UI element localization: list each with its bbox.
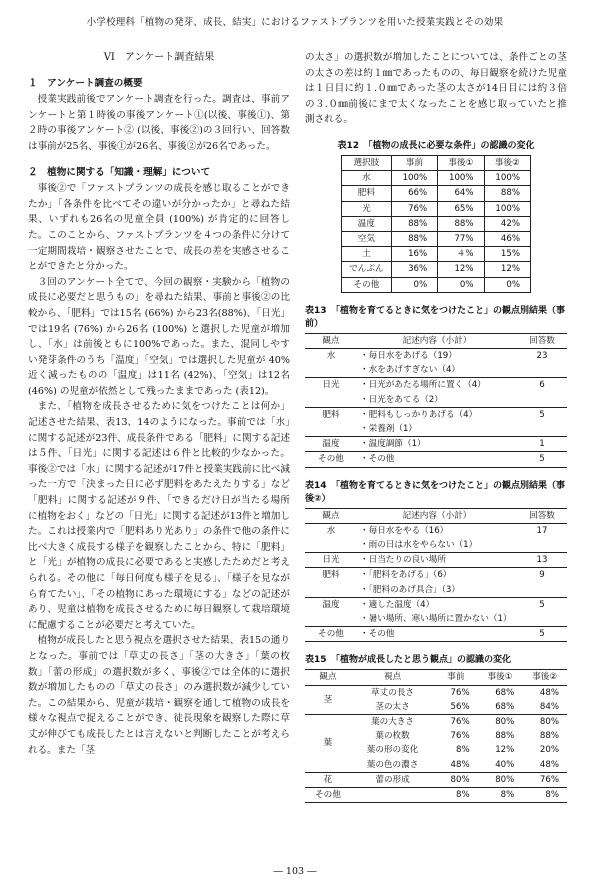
table-cell: 1 <box>517 437 567 452</box>
table-cell: 100% <box>391 171 437 186</box>
table-header: 観点 <box>305 670 351 685</box>
subheading-knowledge: ２ 植物に関する「知識・理解」について <box>28 166 211 178</box>
table-cell: 温度 <box>305 437 357 452</box>
table-cell: 5 <box>517 627 567 642</box>
table-cell: 0% <box>438 277 484 292</box>
table-cell: 46% <box>484 231 530 246</box>
table-header: 事前 <box>391 155 437 170</box>
table-cell: 水 <box>326 351 336 361</box>
table-row <box>305 452 567 467</box>
table-cell: 80% <box>478 772 523 787</box>
paragraph: 植物が成長したと思う視点を選択させた結果、表15の通りとなった。事前では「草丈の長さ」「茎の大きさ」「葉の枚数」「蕾の形成」の選択数が多く、事後②では全体的に選択数が増加したものの「草丈の長さ」のみ選択数が減少していた。この結果から、児童が栽培・観察を通して植物の成長を様々な視点で捉えることができ、徒長現象を観察した際に草丈が伸びても成長したとは言えないと判断したことが考えられる。また「茎 <box>28 635 290 756</box>
table-cell: ・「肥料をあげる」（6） <box>357 568 517 583</box>
table-cell: その他 <box>305 452 357 467</box>
table-cell: 葉 <box>305 715 351 773</box>
table-cell: 葉の形の変化 <box>366 745 419 756</box>
table-row <box>305 597 567 612</box>
table-cell: 12% <box>438 262 484 277</box>
table-cell: ・肥料もしっかりあげる（4） <box>357 407 517 422</box>
table-row <box>305 685 567 700</box>
right-column <box>305 50 567 803</box>
table-cell: 68% <box>495 701 515 712</box>
table-cell: ・雨の日は水をやらない（1） <box>360 540 478 551</box>
table-cell: 16% <box>391 247 437 262</box>
table-cell: 葉の色の濃さ <box>366 759 419 770</box>
table-row <box>305 627 567 642</box>
table-cell: 5 <box>517 407 567 436</box>
table-cell: 84% <box>539 701 559 712</box>
table-cell: 23 <box>536 351 548 361</box>
table-cell: 48% <box>539 759 559 770</box>
table-cell: ・その他 <box>357 627 517 642</box>
table-header: 事後① <box>438 155 484 170</box>
running-header: 小学校理科「植物の発芽、成長、結実」におけるファストプランツを用いた授業実践とその効果 <box>86 17 504 28</box>
table-cell: 葉の大きさ <box>351 715 434 730</box>
table-cell: 0% <box>391 277 437 292</box>
table-cell: 12% <box>495 745 515 756</box>
table-cell: でんぷん <box>342 262 392 277</box>
table-row <box>342 231 531 246</box>
table-row <box>342 216 531 231</box>
table-row <box>342 247 531 262</box>
table-cell: 9 <box>517 568 567 597</box>
paragraph: 事後②で「ファストプランツの成長を感じ取ることができたか」「各条件を比べてその違いが分かったか」と尋ねた結果、いずれも26名の児童全員 (100%) が肯定的に回答した。このことから、ファストプランツを４つの条件に分けて一定期間栽培・観察させたことで、成長の差を実感させることができたと分かった。 <box>28 183 290 273</box>
table-row <box>305 523 567 538</box>
table-header: 観点 <box>305 333 357 348</box>
table-cell: 日光 <box>305 553 357 568</box>
table13 <box>305 333 567 468</box>
table-cell: 88% <box>484 186 530 201</box>
table-cell: 水 <box>326 525 336 536</box>
table-cell: 77% <box>438 231 484 246</box>
table-header: 事前 <box>434 670 478 685</box>
table-cell: 56% <box>450 701 470 712</box>
table13-caption: 表13 「植物を育てるときに気をつけたこと」の観点別結果（事前） <box>305 305 566 329</box>
table-cell: ・水をあげすぎない（4） <box>360 365 460 376</box>
table-cell: ・栄養剤（1） <box>360 424 418 435</box>
section-title: VI アンケート調査結果 <box>103 52 215 63</box>
table-cell: 13 <box>517 553 567 568</box>
table-cell: 88% <box>438 216 484 231</box>
table-header: 事後② <box>522 670 567 685</box>
table-cell: 88% <box>391 231 437 246</box>
table-cell: 48% <box>539 687 559 698</box>
table-cell: ・その他 <box>357 452 517 467</box>
table-cell: ・適した温度（4） <box>357 597 517 612</box>
table-row <box>342 201 531 216</box>
table-cell: 温度 <box>305 597 357 626</box>
table-cell: ・毎日水をあげる（19） <box>360 351 457 361</box>
table-cell: 68% <box>495 687 515 698</box>
table-cell: 土 <box>342 247 392 262</box>
table-cell: 80% <box>478 715 523 730</box>
subheading-survey-overview: １ アンケート調査の概要 <box>28 77 143 89</box>
table-cell: 100% <box>484 201 530 216</box>
table-cell: 15% <box>484 247 530 262</box>
table-cell: 空気 <box>342 231 392 246</box>
table-cell: 76% <box>434 715 478 730</box>
table-cell: 温度 <box>342 216 392 231</box>
table-cell: その他 <box>342 277 392 292</box>
table-row <box>305 437 567 452</box>
table-cell: 40% <box>495 759 515 770</box>
table-row <box>305 407 567 422</box>
left-column <box>28 50 290 758</box>
table-header: 視点 <box>351 670 434 685</box>
table-cell: 76% <box>391 201 437 216</box>
table-cell: 0% <box>484 277 530 292</box>
table-row <box>305 349 567 364</box>
table-cell: 88% <box>391 216 437 231</box>
table-cell: その他 <box>305 788 351 803</box>
table15 <box>305 669 567 803</box>
table-cell: 花 <box>305 772 351 787</box>
table-header: 回答数 <box>517 333 567 348</box>
table-row <box>342 262 531 277</box>
table-cell: 5 <box>517 452 567 467</box>
table-row <box>305 788 567 803</box>
table-header: 回答数 <box>517 508 567 523</box>
table-header: 選択肢 <box>342 155 392 170</box>
table-cell: 42% <box>484 216 530 231</box>
table-cell: 茎 <box>323 694 333 705</box>
table-cell: 茎の太さ <box>375 701 410 712</box>
table-cell: ・毎日水をやる（16） <box>360 525 449 536</box>
table-cell: 5 <box>517 597 567 626</box>
table-cell: 100% <box>484 171 530 186</box>
table-cell: 76% <box>450 731 470 742</box>
table-row <box>305 772 567 787</box>
table-cell: ４% <box>438 247 484 262</box>
paragraph: 授業実践前後でアンケート調査を行った。調査は、事前アンケートと第１時後の事後アンケート①(以後、事後①)、第２時の事後アンケート② (以後、事後②)の３回行い、回答数は事前が25名、事後①が26名、事後②が26名であった。 <box>28 94 290 152</box>
table-cell: 肥料 <box>305 568 357 597</box>
table-row <box>342 171 531 186</box>
table-cell: 12% <box>484 262 530 277</box>
table-cell: その他 <box>305 627 357 642</box>
table-header: 観点 <box>305 508 357 523</box>
table-row <box>305 378 567 393</box>
table14-caption: 表14 「植物を育てるときに気をつけたこと」の観点別結果（事後②） <box>305 480 566 504</box>
table-cell: 肥料 <box>305 407 357 436</box>
table-cell: ・日当たりの良い場所 <box>357 553 517 568</box>
table-row <box>305 568 567 583</box>
table12 <box>341 155 531 293</box>
table-header: 記述内容（小計） <box>357 508 517 523</box>
table-cell: ・「肥料のあげ具合」（3） <box>360 584 460 595</box>
table-cell: 76% <box>522 772 567 787</box>
table-cell: 8% <box>478 788 523 803</box>
table-cell: 66% <box>391 186 437 201</box>
table-cell: ・日光をあてる（2） <box>360 394 443 405</box>
table-cell: 8% <box>522 788 567 803</box>
table-cell: 草丈の長さ <box>371 687 415 698</box>
table-cell: 水 <box>342 171 392 186</box>
table-row <box>305 553 567 568</box>
table-row <box>305 715 567 730</box>
table-cell: 88% <box>495 731 515 742</box>
table-row <box>342 277 531 292</box>
table-cell: 8% <box>434 788 478 803</box>
table-cell: 蕾の形成 <box>351 772 434 787</box>
table-cell: ・暑い場所、寒い場所に置かない（1） <box>360 614 512 625</box>
table-cell <box>351 788 434 803</box>
table12-caption: 表12 「植物の成長に必要な条件」の認識の変化 <box>337 140 535 151</box>
table-cell: ・日光があたる場所に置く（4） <box>357 378 517 393</box>
table-cell: 光 <box>342 201 392 216</box>
table-cell: 80% <box>522 715 567 730</box>
page-number: ― 103 ― <box>273 866 317 877</box>
table-cell: 100% <box>438 171 484 186</box>
table-cell: 48% <box>450 759 470 770</box>
table14 <box>305 508 567 643</box>
paragraph: また、「植物を成長させるために気をつけたことは何か」記述させた結果、表13、14のようになった。事前では「水」に関する記述が23件、成長条件である「肥料」に関する記述は５件、「日光」に関する記述は６件と比較的少なかった。事後②では「水」に関する記述が17件と授業実践前に比べ減った一方で「決まった日に必ず肥料をあたえたりする」など「肥料」に関する記述が９件、「できるだけ日が当たる場所に植物をおく」などの「日光」に関する記述が13件と増加した。これは授業内で「肥料あり光あり」の条件で他の条件に比べ大きく成長する様子を観察したことから、特に「肥料」と「光」が植物の成長に必要であると実感したためだと考えられる。その他に「毎日何度も様子を見る」、「様子を見ながら育てたい」、「その植物にあった環境にする」などの記述があり、児童は植物を成長させるために毎日観察して栽培環境に配慮することが必要だと考えていた。 <box>28 401 290 631</box>
table-row <box>342 186 531 201</box>
table-cell: 20% <box>539 745 559 756</box>
table-cell: 葉の枚数 <box>375 731 410 742</box>
table-cell: 88% <box>539 731 559 742</box>
table-cell: 肥料 <box>342 186 392 201</box>
table-cell: 6 <box>517 378 567 407</box>
table15-caption: 表15 「植物が成長したと思う観点」の認識の変化 <box>305 655 512 666</box>
table-cell: 36% <box>391 262 437 277</box>
table-header: 事後① <box>478 670 523 685</box>
table-cell: 日光 <box>305 378 357 407</box>
table-cell: ・温度調節（1） <box>357 437 517 452</box>
table-cell: 17 <box>536 525 548 536</box>
table-header: 記述内容（小計） <box>357 333 517 348</box>
table-cell: 76% <box>450 687 470 698</box>
table-cell: 64% <box>438 186 484 201</box>
table-cell: 8% <box>456 745 470 756</box>
paragraph-continued: の太さ」の選択数が増加したことについては、条件ごとの茎の太さの差は約１㎜であったものの、毎日観察を続けた児童は１日目に約１.０㎜であった茎の太さが14日目には約３倍の３.０㎜前後にまで太くなったことを感じ取っていたと推測される。 <box>305 52 567 126</box>
table-header: 事後② <box>484 155 530 170</box>
table-cell: 80% <box>434 772 478 787</box>
paragraph: ３回のアンケート全てで、今回の観察・実験から「植物の成長に必要だと思うもの」を尋ねた結果、事前と事後②の比較から、「肥料」では15名 (66%) から23名(88%)、「日光」では19名 (76%) から26名 (100%) と選択した児童が増加し、「水」は前後ともに100%であった。また、混同しやすい発芽条件のうち「温度」「空気」では選択した児童が 40%近く減ったものの「温度」は11名 (42%)、「空気」は12名 (46%) の児童が依然として残ったままであった (表12)。 <box>28 276 290 397</box>
table-cell: 65% <box>438 201 484 216</box>
